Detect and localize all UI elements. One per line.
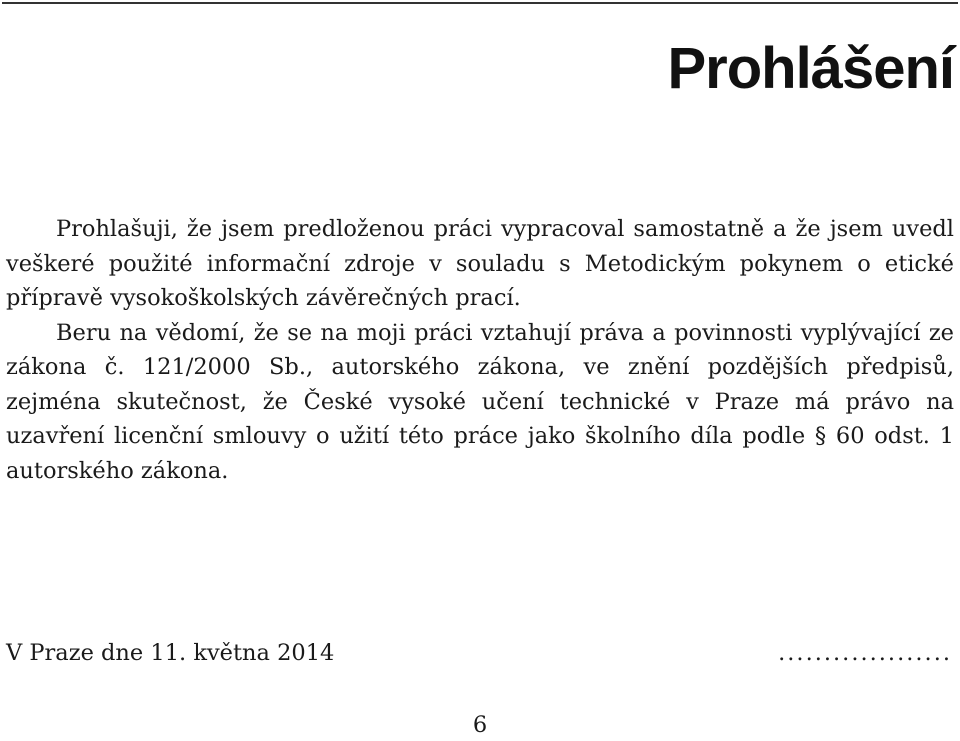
declaration-paragraph-1 bbox=[6, 212, 954, 316]
declaration-paragraph-2 bbox=[6, 316, 954, 489]
header-rule bbox=[2, 2, 958, 4]
declaration-body bbox=[6, 212, 954, 488]
paragraph-text: Prohlašuji, že jsem predloženou práci vypracoval samostatně a že jsem uvedl veškeré použité informační zdroje v souladu s Metodickým pokynem o etické přípravě vysokoškolských závěrečných prací. bbox=[6, 216, 954, 311]
signature-row bbox=[6, 640, 952, 666]
page-title: Prohlášení bbox=[667, 36, 954, 101]
page-number: 6 bbox=[472, 712, 488, 738]
signature-line: ................... bbox=[778, 640, 952, 666]
paragraph-text: Beru na vědomí, že se na moji práci vztahují práva a povinnosti vyplývající ze zákona č. 121/2000 Sb., autorského zákona, ve znění pozdějších předpisů, zejména skutečnost, že České vysoké učení technické v Praze má právo na uzavření licenční smlouvy o užití této práce jako školního díla podle § 60 odst. 1 autorského zákona. bbox=[6, 319, 954, 484]
place-and-date: V Praze dne 11. května 2014 bbox=[6, 640, 335, 666]
